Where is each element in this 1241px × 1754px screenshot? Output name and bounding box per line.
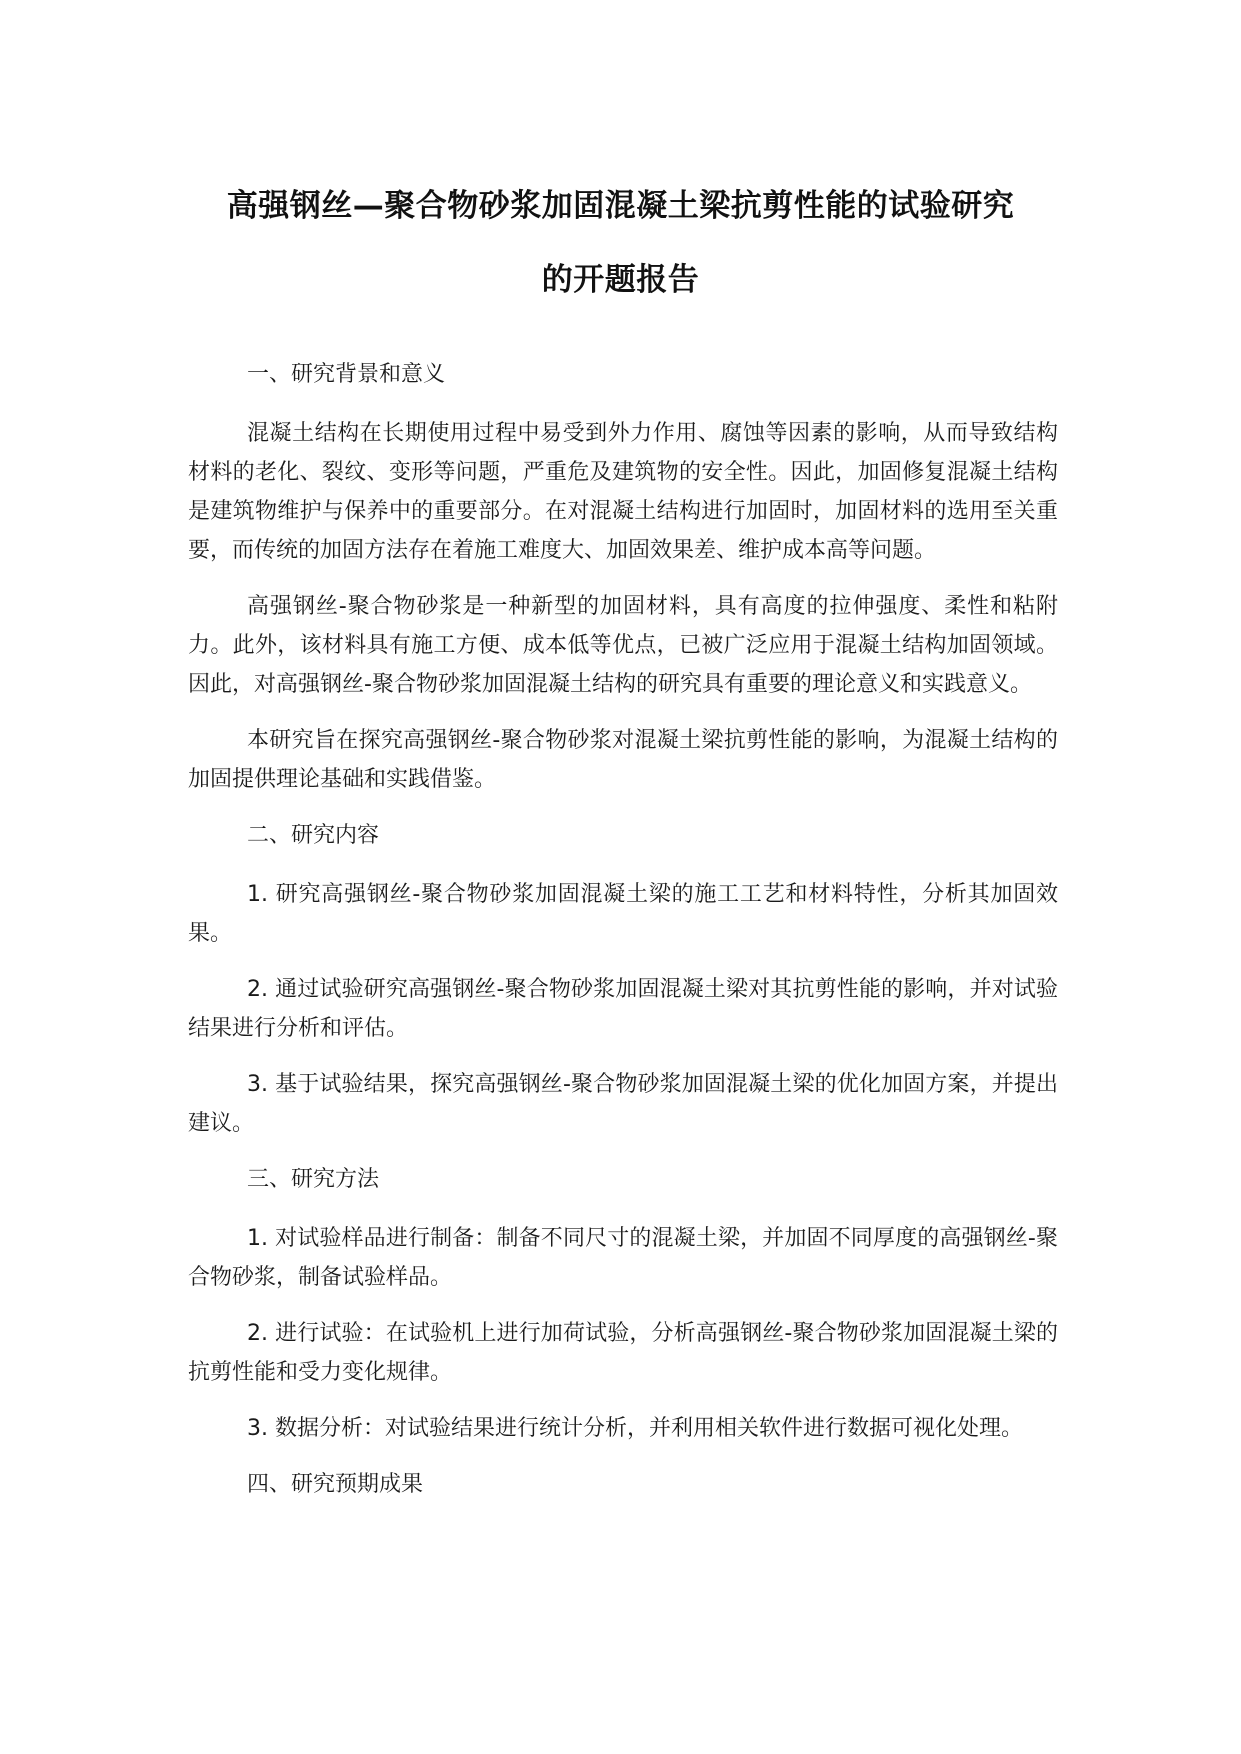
- content-item-3: 3. 基于试验结果，探究高强钢丝-聚合物砂浆加固混凝土梁的优化加固方案，并提出建议。: [188, 1072, 1058, 1136]
- section-heading-background: 一、研究背景和意义: [247, 362, 446, 387]
- document-body: [188, 355, 1058, 1524]
- paragraph-background-3: 本研究旨在探究高强钢丝-聚合物砂浆对混凝土梁抗剪性能的影响，为混凝土结构的加固提供理论基础和实践借鉴。: [188, 728, 1058, 792]
- section-heading-method: 三、研究方法: [247, 1167, 380, 1192]
- content-item-1: 1. 研究高强钢丝-聚合物砂浆加固混凝土梁的施工工艺和材料特性，分析其加固效果。: [188, 882, 1058, 946]
- content-item-2: 2. 通过试验研究高强钢丝-聚合物砂浆加固混凝土梁对其抗剪性能的影响，并对试验结果进行分析和评估。: [188, 977, 1058, 1041]
- method-item-3: 3. 数据分析：对试验结果进行统计分析，并利用相关软件进行数据可视化处理。: [247, 1416, 1023, 1441]
- document-title-line-2: 的开题报告: [541, 262, 700, 298]
- document-title-line-1: 高强钢丝—聚合物砂浆加固混凝土梁抗剪性能的试验研究: [226, 188, 1015, 224]
- section-heading-outcomes: 四、研究预期成果: [247, 1472, 424, 1497]
- method-item-2: 2. 进行试验：在试验机上进行加荷试验，分析高强钢丝-聚合物砂浆加固混凝土梁的抗剪性能和受力变化规律。: [188, 1321, 1058, 1385]
- method-item-1: 1. 对试验样品进行制备：制备不同尺寸的混凝土梁，并加固不同厚度的高强钢丝-聚合物砂浆，制备试验样品。: [188, 1226, 1058, 1290]
- paragraph-background-2: 高强钢丝-聚合物砂浆是一种新型的加固材料，具有高度的拉伸强度、柔性和粘附力。此外，该材料具有施工方便、成本低等优点，已被广泛应用于混凝土结构加固领域。因此，对高强钢丝-聚合物砂浆加固混凝土结构的研究具有重要的理论意义和实践意义。: [188, 594, 1058, 697]
- paragraph-background-1: 混凝土结构在长期使用过程中易受到外力作用、腐蚀等因素的影响，从而导致结构材料的老化、裂纹、变形等问题，严重危及建筑物的安全性。因此，加固修复混凝土结构是建筑物维护与保养中的重要部分。在对混凝土结构进行加固时，加固材料的选用至关重要，而传统的加固方法存在着施工难度大、加固效果差、维护成本高等问题。: [188, 421, 1058, 563]
- section-heading-content: 二、研究内容: [247, 823, 380, 848]
